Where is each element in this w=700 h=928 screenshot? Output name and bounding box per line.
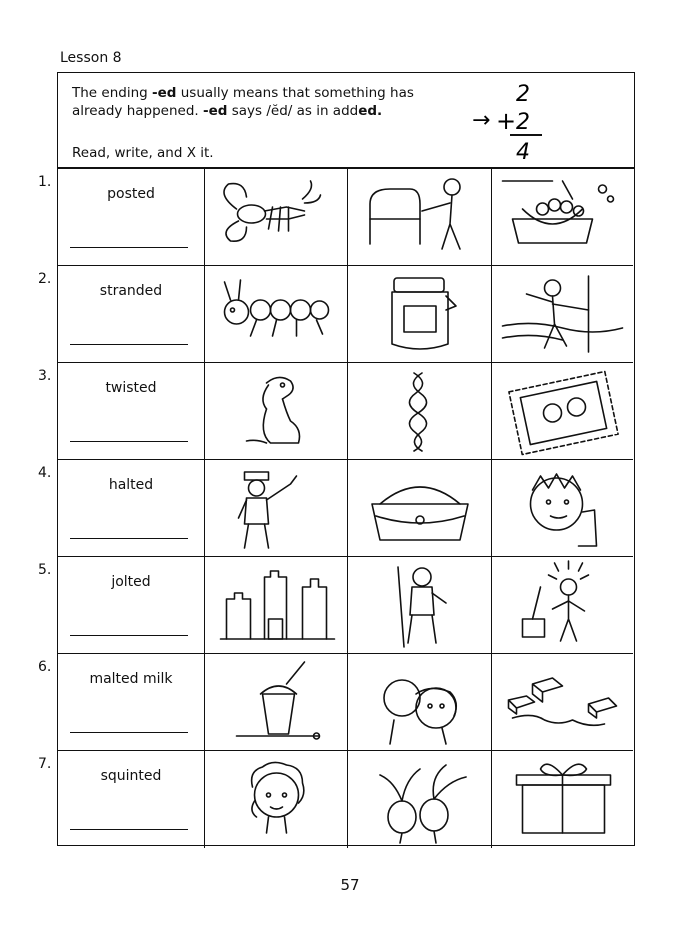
write-line[interactable] xyxy=(70,635,188,636)
mop-bucket-icon xyxy=(492,169,633,265)
row-number: 3. xyxy=(38,368,52,384)
math-middle: 2 xyxy=(516,110,530,135)
picture-cell-melting-cubes[interactable] xyxy=(492,654,633,751)
picture-cell-two-faces[interactable] xyxy=(348,654,492,751)
row-number: 5. xyxy=(38,562,52,578)
picture-cell-radishes[interactable] xyxy=(348,751,492,848)
policeman-icon xyxy=(205,460,348,556)
knight-icon xyxy=(348,557,492,653)
girl-curly-hair-icon xyxy=(205,751,348,847)
worksheet-grid xyxy=(57,168,635,846)
gift-box-icon xyxy=(492,751,633,847)
math-top: 2 xyxy=(516,82,530,107)
word-cell xyxy=(58,266,205,363)
word-cell xyxy=(58,363,205,460)
jar-icon xyxy=(348,266,492,362)
write-line[interactable] xyxy=(70,247,188,248)
dog-icon xyxy=(205,363,348,459)
instructions-read-write: Read, write, and X it. xyxy=(72,145,214,161)
picture-cell-castle[interactable] xyxy=(205,557,348,654)
instr-ending: ed. xyxy=(358,103,383,119)
row-number: 2. xyxy=(38,271,52,287)
word-label: squinted xyxy=(100,768,162,784)
write-line[interactable] xyxy=(70,344,188,345)
word-label: malted milk xyxy=(89,671,173,687)
pushing-chair-icon xyxy=(348,169,492,265)
worksheet-row xyxy=(58,363,633,460)
instructions-box xyxy=(57,72,635,168)
picture-cell-jar[interactable] xyxy=(348,266,492,363)
twisted-rope-icon xyxy=(348,363,492,459)
instructions-line-2 xyxy=(72,103,382,119)
row-number: 1. xyxy=(38,174,52,190)
worksheet-row xyxy=(58,266,633,363)
worksheet-row xyxy=(58,169,633,266)
milkshake-icon xyxy=(205,654,348,750)
row-number: 4. xyxy=(38,465,52,481)
row-number: 7. xyxy=(38,756,52,772)
picture-cell-mop-bucket[interactable] xyxy=(492,169,633,266)
math-result: 4 xyxy=(516,140,530,165)
worksheet-row xyxy=(58,751,633,848)
instr-text: says /ĕd/ as in add xyxy=(227,103,359,119)
write-line[interactable] xyxy=(70,732,188,733)
word-label: jolted xyxy=(111,574,151,590)
math-plus: + xyxy=(496,107,517,135)
ant-icon xyxy=(205,266,348,362)
picture-cell-boy-face[interactable] xyxy=(492,460,633,557)
picture-cell-girl-curly-hair[interactable] xyxy=(205,751,348,848)
word-cell xyxy=(58,557,205,654)
instr-text: usually means that something has xyxy=(176,85,414,101)
write-line[interactable] xyxy=(70,538,188,539)
instr-ending: -ed xyxy=(203,103,228,119)
castle-icon xyxy=(205,557,348,653)
instructions-line-1 xyxy=(72,85,414,101)
worksheet-row xyxy=(58,557,633,654)
picture-cell-policeman[interactable] xyxy=(205,460,348,557)
boy-on-beach-icon xyxy=(492,266,633,362)
picture-cell-milkshake[interactable] xyxy=(205,654,348,751)
lesson-title: Lesson 8 xyxy=(60,50,122,66)
word-cell xyxy=(58,654,205,751)
picture-cell-jolted-kid[interactable] xyxy=(492,557,633,654)
melting-cubes-icon xyxy=(492,654,633,750)
two-faces-icon xyxy=(348,654,492,750)
picture-cell-purse[interactable] xyxy=(348,460,492,557)
instr-text: The ending xyxy=(72,85,152,101)
word-cell xyxy=(58,169,205,266)
picture-cell-knight[interactable] xyxy=(348,557,492,654)
worksheet-row xyxy=(58,460,633,557)
stamp-icon xyxy=(492,363,633,459)
purse-icon xyxy=(348,460,492,556)
word-cell xyxy=(58,751,205,848)
boy-face-icon xyxy=(492,460,633,556)
picture-cell-dog[interactable] xyxy=(205,363,348,460)
picture-cell-lobster[interactable] xyxy=(205,169,348,266)
jolted-kid-icon xyxy=(492,557,633,653)
page-number: 57 xyxy=(340,876,360,894)
picture-cell-pushing-chair[interactable] xyxy=(348,169,492,266)
word-cell xyxy=(58,460,205,557)
picture-cell-stamp[interactable] xyxy=(492,363,633,460)
write-line[interactable] xyxy=(70,441,188,442)
radishes-icon xyxy=(348,751,492,847)
picture-cell-twisted-rope[interactable] xyxy=(348,363,492,460)
write-line[interactable] xyxy=(70,829,188,830)
word-label: posted xyxy=(107,186,155,202)
row-number: 6. xyxy=(38,659,52,675)
instr-text: already happened. xyxy=(72,103,203,119)
worksheet-row xyxy=(58,654,633,751)
picture-cell-ant[interactable] xyxy=(205,266,348,363)
instr-ending: -ed xyxy=(152,85,177,101)
math-arrow: → xyxy=(472,108,491,133)
picture-cell-gift-box[interactable] xyxy=(492,751,633,848)
lobster-icon xyxy=(205,169,348,265)
picture-cell-boy-on-beach[interactable] xyxy=(492,266,633,363)
word-label: halted xyxy=(108,477,154,493)
word-label: stranded xyxy=(99,283,163,299)
math-example xyxy=(470,77,630,167)
word-label: twisted xyxy=(105,380,157,396)
